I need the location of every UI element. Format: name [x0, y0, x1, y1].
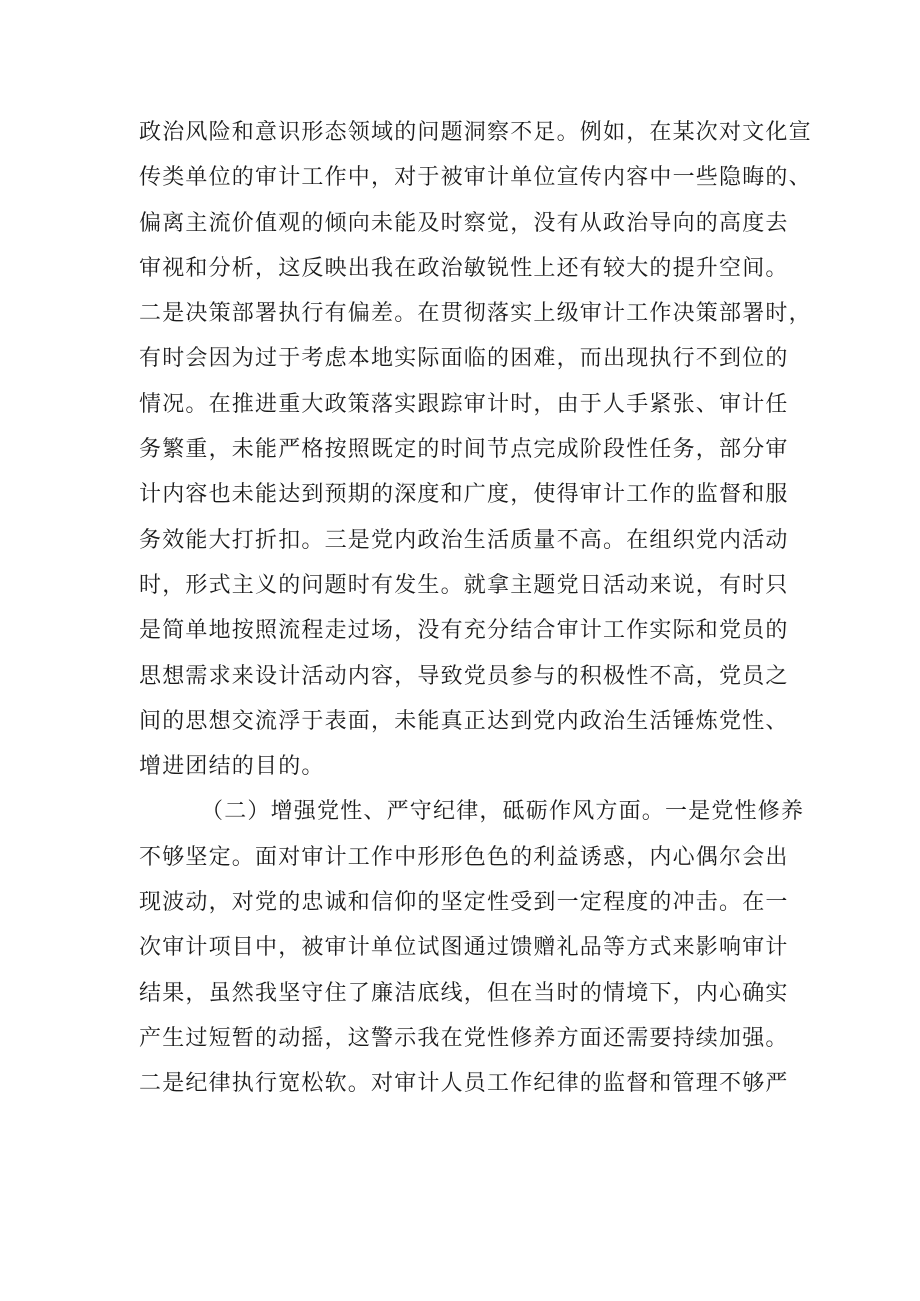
text-line: 务效能大打折扣。三是党内政治生活质量不高。在组织党内活动	[139, 527, 789, 553]
text-line: 增进团结的目的。	[139, 754, 325, 780]
text-line: 是简单地按照流程走过场，没有充分结合审计工作实际和党员的	[139, 618, 789, 644]
text-line: 间的思想交流浮于表面，未能真正达到党内政治生活锤炼党性、	[139, 708, 789, 734]
text-line: 情况。在推进重大政策落实跟踪审计时，由于人手紧张、审计任	[139, 391, 789, 417]
text-line: 二是纪律执行宽松软。对审计人员工作纪律的监督和管理不够严	[139, 1071, 789, 1097]
text-line: 传类单位的审计工作中，对于被审计单位宣传内容中一些隐晦的、	[139, 165, 812, 191]
text-line: 结果，虽然我坚守住了廉洁底线，但在当时的情境下，内心确实	[139, 980, 789, 1006]
text-line: 次审计项目中，被审计单位试图通过馈赠礼品等方式来影响审计	[139, 935, 789, 961]
body-text	[139, 110, 812, 1107]
text-line: 现波动，对党的忠诚和信仰的坚定性受到一定程度的冲击。在一	[139, 890, 789, 916]
text-line: 偏离主流价值观的倾向未能及时察觉，没有从政治导向的高度去	[139, 210, 789, 236]
text-line: 审视和分析，这反映出我在政治敏锐性上还有较大的提升空间。	[139, 255, 789, 281]
text-line: 产生过短暂的动摇，这警示我在党性修养方面还需要持续加强。	[139, 1025, 789, 1051]
text-line: 政治风险和意识形态领域的问题洞察不足。例如，在某次对文化宣	[139, 120, 812, 145]
text-line: 二是决策部署执行有偏差。在贯彻落实上级审计工作决策部署时，	[139, 301, 812, 327]
text-line: 有时会因为过于考虑本地实际面临的困难，而出现执行不到位的	[139, 346, 789, 372]
text-line: 不够坚定。面对审计工作中形形色色的利益诱惑，内心偶尔会出	[139, 844, 789, 870]
text-line: 务繁重，未能严格按照既定的时间节点完成阶段性任务，部分审	[139, 437, 789, 463]
text-line: 时，形式主义的问题时有发生。就拿主题党日活动来说，有时只	[139, 572, 789, 598]
text-line: 思想需求来设计活动内容，导致党员参与的积极性不高，党员之	[139, 663, 789, 689]
section-heading-line: （二）增强党性、严守纪律，砥砺作风方面。一是党性修养	[201, 799, 805, 825]
text-line: 计内容也未能达到预期的深度和广度，使得审计工作的监督和服	[139, 482, 789, 508]
